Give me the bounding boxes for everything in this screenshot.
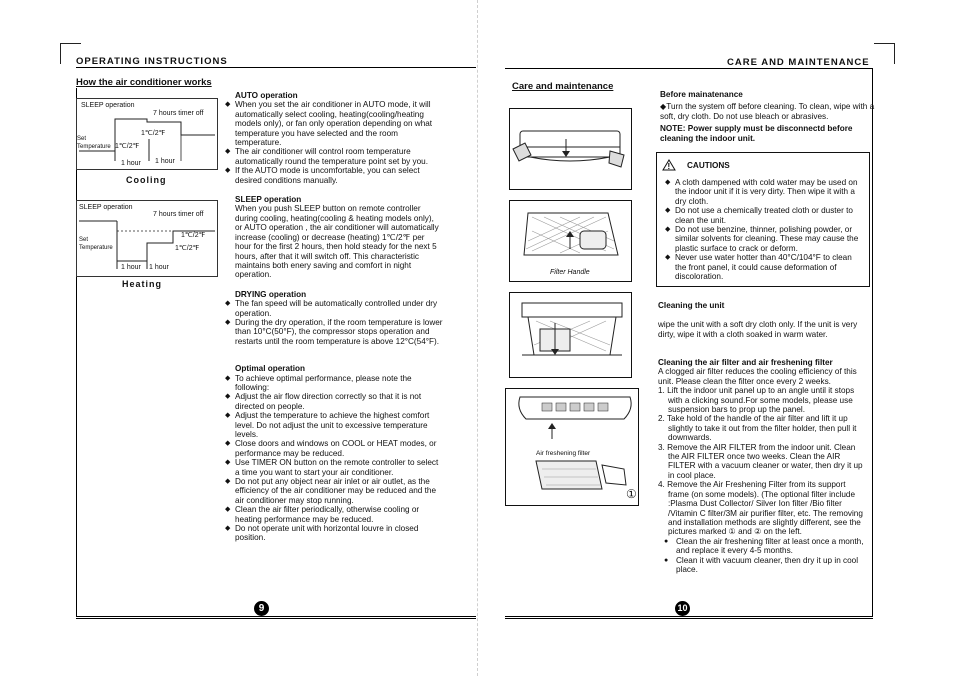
bullet-icon: ◆ (225, 318, 231, 326)
heating-temp-label: Temperature (79, 245, 113, 251)
heating-set-label: Set (79, 237, 89, 243)
drying-title: DRYING operation (235, 289, 307, 299)
bullet-icon: ◆ (225, 101, 231, 109)
cooling-caption: Cooling (126, 175, 167, 185)
heating-step-line (77, 201, 217, 276)
air-freshening-caption: Air freshening filter (536, 450, 591, 457)
before-title: Before mainatenance (660, 90, 743, 99)
filter-cleaning-block (658, 358, 864, 574)
cautions-box (656, 152, 870, 287)
filter-intro: A clogged air filter reduces the cooling efficiency of this unit. Please clean the filter once every 2 weeks. (658, 367, 857, 386)
cooling-hour2-label: 1 hour (155, 158, 175, 165)
bullet-icon: ◆ (225, 525, 231, 533)
filter-tip-1: ● Clean the air freshening filter at least once a month, and replace it every 4-5 months. (664, 536, 864, 556)
filter-step-3: 3. Remove the AIR FILTER from the indoor unit. Clean the AIR FILTER once two weeks. Clean the AIR FILTER with a vacuum cleaner or water, then dry it up in cool place. (658, 442, 863, 480)
cooling-step-line (77, 99, 217, 169)
cleaning-unit-text: wipe the unit with a soft dry cloth only. If the unit is very dirty, wipe it with a cloth soaked in warm water. (658, 320, 858, 339)
caution-item-4: ◆ Never use water hotter than 40°C/104°F to clean the front panel, it could cause deformation of discoloration. (665, 253, 852, 282)
bullet-icon: ◆ (225, 374, 231, 382)
left-text-column (225, 91, 443, 543)
bullet-icon: ◆ (225, 459, 231, 467)
optimal-title: Optimal operation (235, 364, 306, 374)
bullet-icon: ◆ (225, 167, 231, 175)
auto-item-1: ◆ When you set the air conditioner in AUTO mode, it will automatically select cooling, heating(cooling/heating models only), or fan only operation depending on what temperature you have selected and the room temperature. (225, 100, 433, 148)
crop-mark-top-right (874, 43, 895, 64)
drying-item-2: ◆ During the dry operation, if the room temperature is lower than 10°C(50°F), the compressor stops operation and restarts until the room temperature is above 12°C(54°F). (225, 317, 443, 346)
caution-item-2: ◆ Do not use a chemically treated cloth or duster to clean the unit. (665, 206, 853, 225)
right-bottom-rule (505, 616, 873, 617)
drying-item-1: ◆ The fan speed will be automatically controlled under dry operation. (225, 299, 438, 318)
right-page-header: CARE AND MAINTENANCE (727, 57, 870, 68)
figure-wipe-unit (509, 108, 632, 190)
filter-step-4: 4. Remove the Air Freshening Filter from its support frame (on some models). (The optional filter include :Plasma Dust Collector/ Silver Ion filter /Bio filter /Vitamin C filter/3M air purifier filter, etc. The removing and installation methods are slightly different, see the pictures marked ① and ② on the left. (658, 480, 863, 537)
air-freshening-illustration (506, 389, 638, 505)
filter-step-2: 2. Take hold of the handle of the air filter and lift it up slightly to take it out from the filter holder, then pull it downwards. (658, 414, 857, 443)
caution-item-3: ◆ Do not use benzine, thinner, polishing powder, or similar solvents for cleaning. These may cause the plastic surface to crack or deform. (665, 225, 859, 253)
optimal-item-6: ◆ Do not put any object near air inlet or air outlet, as the efficiency of the air conditioner may be reduced and the air conditioner may stop running. (225, 477, 437, 505)
bullet-icon: ◆ (225, 412, 231, 420)
left-section-title: How the air conditioner works (76, 77, 212, 88)
optimal-item-2: ◆ Adjust the air flow direction correctly so that it is not directed on people. (225, 392, 422, 411)
cooling-step1-label: 1℃/2℉ (141, 130, 166, 137)
bullet-icon: ◆ (665, 179, 671, 186)
power-note: NOTE: Power supply must be disconnectd before cleaning the indoor unit. (660, 124, 853, 143)
sleep-text: When you push SLEEP button on remote controller during cooling, heating(cooling & heating models only), or AUTO operation , the air conditioner will automatically increase (cooling) or decrease (heating) 1℃/2℉ per hour for the first 2 hours, then hold steady for the next 5 hours, after that it will switch off. This characteristic maintains both enery saving and comfort in night operation. (235, 204, 439, 280)
cooling-timer-label: 7 hours timer off (153, 110, 204, 117)
figure-marker-1: ① (626, 487, 637, 501)
svg-text:!: ! (667, 162, 671, 171)
right-vertical-rule (872, 68, 873, 616)
heating-step2-label: 1℃/2℉ (175, 245, 200, 252)
bullet-icon: ◆ (225, 393, 231, 401)
auto-item-3: ◆ If the AUTO mode is uncomfortable, you can select desired conditions manually. (225, 166, 420, 185)
caution-item-1: ◆ A cloth dampened with cold water may be used on the indoor unit if it is very dirty. Then wipe it with a dry cloth. (665, 178, 858, 206)
bullet-dot-icon: ● (664, 537, 669, 545)
filter-handle-caption: Filter Handle (550, 269, 590, 276)
cooling-step2-label: 1℃/2℉ (115, 143, 140, 150)
bullet-icon: ◆ (225, 506, 231, 514)
left-page-number: 9 (254, 601, 269, 616)
bullet-icon: ◆ (665, 254, 671, 262)
bullet-icon: ◆ (225, 478, 231, 486)
bullet-icon: ◆ (665, 207, 671, 215)
left-header-rule (76, 67, 476, 68)
optimal-item-8: ◆ Do not operate unit with horizontal louvre in closed position. (225, 524, 419, 543)
optimal-item-3: ◆ Adjust the temperature to achieve the highest comfort level. Do not adjust the unit to excessive temperature levels. (225, 411, 430, 439)
heating-mode-label: SLEEP operation (79, 204, 133, 211)
filter-tip-2: ● Clean it with vacuum cleaner, then dry it up in cool place. (664, 555, 859, 574)
filter-step-1: 1. Lift the indoor unit panel up to an angle until it stops with a clicking sound.For some models, please use suspension bars to prop up the panel. (658, 386, 855, 415)
heating-caption: Heating (122, 279, 163, 289)
before-maintenance-block (660, 90, 878, 143)
filter-title: Cleaning the air filter and air freshening filter (658, 358, 833, 367)
optimal-item-1: ◆ To achieve optimal performance, please note the following: (225, 373, 412, 392)
heating-graph (76, 200, 218, 277)
cooling-mode-label: SLEEP operation (81, 102, 135, 109)
cautions-title: CAUTIONS (687, 161, 730, 170)
before-text: ◆Turn the system off before cleaning. To clean, wipe with a soft, dry cloth. Do not use bleach or abrasives. (660, 102, 875, 121)
ac-unit-illustration (510, 109, 631, 189)
optimal-item-5: ◆ Use TIMER ON button on the remote controller to select a time you want to start your air conditioner. (225, 458, 439, 477)
remove-filter-illustration (510, 293, 631, 377)
bullet-icon: ◆ (665, 226, 671, 234)
right-header-rule (505, 68, 873, 69)
figure-air-freshening (505, 388, 639, 506)
sleep-title: SLEEP operation (235, 195, 302, 205)
figure-filter-handle (509, 200, 632, 282)
right-page-number: 10 (675, 601, 690, 616)
warning-triangle-icon (662, 159, 676, 171)
cautions-list (665, 178, 865, 282)
heating-timer-label: 7 hours timer off (153, 211, 204, 218)
cleaning-unit-block (658, 301, 868, 339)
bullet-icon: ◆ (225, 440, 231, 448)
heating-hour2-label: 1 hour (149, 264, 169, 271)
optimal-item-4: ◆ Close doors and windows on COOL or HEAT modes, or performance may be reduced. (225, 439, 437, 458)
heating-step1-label: 1℃/2℉ (181, 232, 206, 239)
optimal-item-7: ◆ Clean the air filter periodically, otherwise cooling or heating performance may be reduced. (225, 505, 420, 524)
auto-item-2: ◆ The air conditioner will control room temperature automatically round the temperature point set by you. (225, 147, 428, 166)
left-bottom-rule (76, 616, 476, 617)
left-bottom-rule-2 (76, 618, 476, 619)
cooling-temp-label: Temperature (77, 144, 111, 150)
cooling-set-label: Set (77, 136, 87, 142)
right-bottom-rule-2 (505, 618, 873, 619)
page-fold-line (477, 0, 478, 676)
right-section-title: Care and maintenance (512, 81, 614, 92)
heating-hour1-label: 1 hour (121, 264, 141, 271)
cooling-hour1-label: 1 hour (121, 160, 141, 167)
bullet-icon: ◆ (225, 300, 231, 308)
auto-title: AUTO operation (235, 91, 298, 100)
cooling-graph (76, 98, 218, 170)
bullet-icon: ◆ (225, 148, 231, 156)
bullet-dot-icon: ● (664, 556, 669, 564)
figure-remove-filter (509, 292, 632, 378)
cleaning-unit-title: Cleaning the unit (658, 301, 725, 310)
left-page-header: OPERATING INSTRUCTIONS (76, 56, 228, 67)
